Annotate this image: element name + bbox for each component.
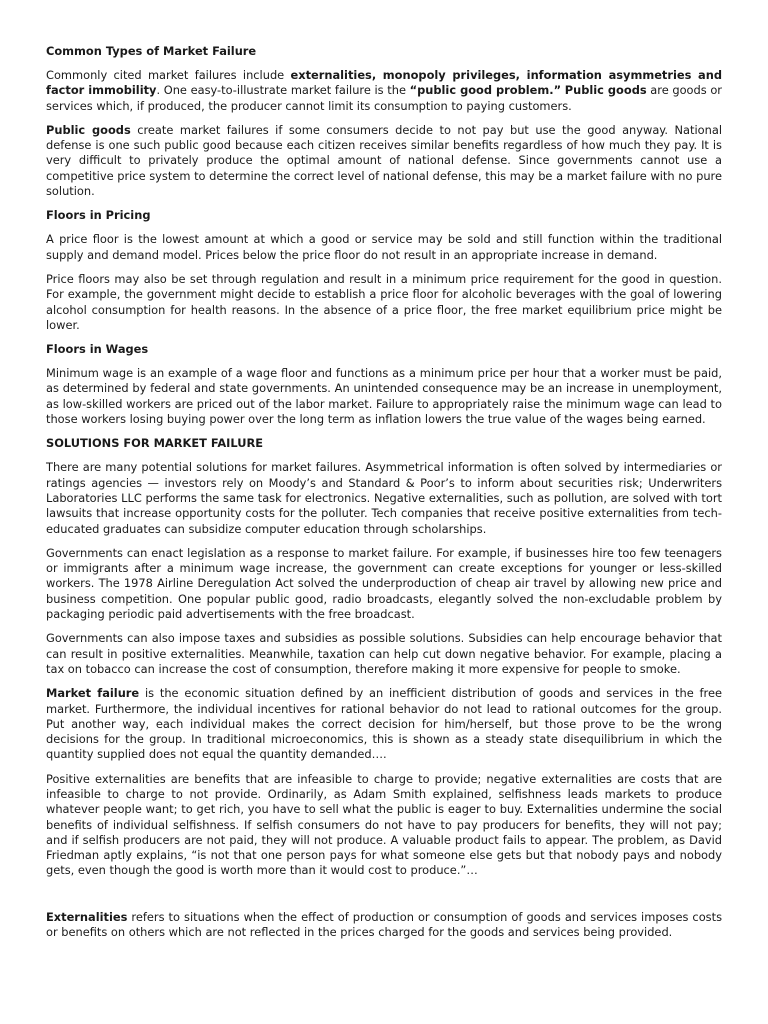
spacer xyxy=(46,888,722,910)
bold-term: “public good problem.” xyxy=(409,83,562,98)
paragraph: Governments can enact legislation as a response to market failure. For example, if businesses hire too few teenagers or immigrants after a minimum wage increase, the government can create exceptions for younger or less-skilled workers. The 1978 Airline Deregulation Act solved the underproduction of cheap air travel by allowing new price and business competition. One popular public good, radio broadcasts, elegantly solved the non-excludable problem by packaging periodic paid advertisements with the free broadcast. xyxy=(46,545,722,622)
paragraph: Price floors may also be set through regulation and result in a minimum price requirement for the good in question. For example, the government might decide to establish a price floor for alcoholic beverages with the goal of lowering alcohol consumption for health reasons. In the absence of a price floor, the free market equilibrium price might be lower. xyxy=(46,271,722,332)
section-heading: Floors in Wages xyxy=(46,342,149,357)
paragraph: Governments can also impose taxes and subsidies as possible solutions. Subsidies can help encourage behavior that can result in positive externalities. Meanwhile, taxation can help cut down negative behavior. For example, placing a tax on tobacco can increase the cost of consumption, therefore making it more expensive for people to smoke. xyxy=(46,631,722,676)
bold-term: Externalities xyxy=(46,909,128,924)
paragraph: Commonly cited market failures include externalities, monopoly privileges, information asymmetries and factor immobility. One easy-to-illustrate market failure is the “public good problem.” Public goods are goods or services which, if produced, the producer cannot limit its consumption to paying customers. xyxy=(46,68,722,113)
closing-paragraph: Externalities refers to situations when the effect of production or consumption of goods and services imposes costs or benefits on others which are not reflected in the prices charged for the goods and services being provided. xyxy=(46,909,722,940)
bold-term: externalities, monopoly privileges, information asymmetries and factor immobility xyxy=(46,68,722,98)
paragraph: There are many potential solutions for market failures. Asymmetrical information is often solved by intermediaries or ratings agencies — investors rely on Moody’s and Standard & Poor’s to inform about securities risk; Underwriters Laboratories LLC performs the same task for electronics. Negative externalities, such as pollution, are solved with tort lawsuits that increase opportunity costs for the polluter. Tech companies that receive positive externalities from tech-educated graduates can subsidize computer education through scholarships. xyxy=(46,460,722,536)
bold-term: Public goods xyxy=(46,122,131,137)
bold-term: Public goods xyxy=(564,83,647,98)
paragraph: A price floor is the lowest amount at which a good or service may be sold and still function within the traditional supply and demand model. Prices below the price floor do not result in an appropriate increase in demand. xyxy=(46,232,722,262)
section-heading: Common Types of Market Failure xyxy=(46,44,257,58)
paragraph: Public goods create market failures if some consumers decide to not pay but use the good anyway. National defense is one such public good because each citizen receives similar benefits regardless of how much they pay. It is very difficult to privately produce the optimal amount of national defense. Since governments cannot use a competitive price system to determine the correct level of national defense, this may be a market failure with no pure solution. xyxy=(46,122,722,199)
paragraph: Market failure is the economic situation defined by an inefficient distribution of goods and services in the free market. Furthermore, the individual incentives for rational behavior do not lead to rational outcomes for the group. Put another way, each individual makes the correct decision for him/herself, but those prove to be the wrong decisions for the group. In traditional microeconomics, this is shown as a steady state disequilibrium in which the quantity supplied does not equal the quantity demanded…. xyxy=(46,686,722,762)
section-heading: SOLUTIONS FOR MARKET FAILURE xyxy=(46,436,264,451)
paragraph: Positive externalities are benefits that are infeasible to charge to provide; negative externalities are costs that are infeasible to charge to not provide. Ordinarily, as Adam Smith explained, selfishness leads markets to produce whatever people want; to get rich, you have to sell what the public is eager to buy. Externalities undermine the social benefits of individual selfishness. If selfish consumers do not have to pay producers for benefits, they will not pay; and if selfish producers are not paid, they will not produce. A valuable product fails to appear. The problem, as David Friedman aptly explains, “is not that one person pays for what someone else gets but that nobody pays and nobody gets, even though the good is worth more than it would cost to produce.”… xyxy=(46,771,722,878)
section-heading: Floors in Pricing xyxy=(46,208,151,223)
paragraph: Minimum wage is an example of a wage floor and functions as a minimum price per hour that a worker must be paid, as determined by federal and state governments. An unintended consequence may be an increase in unemployment, as low-skilled workers are priced out of the labor market. Failure to appropriately raise the minimum wage can lead to those workers losing buying power over the long term as inflation lowers the true value of the wages being earned. xyxy=(46,366,722,427)
bold-term: Market failure xyxy=(46,686,140,701)
